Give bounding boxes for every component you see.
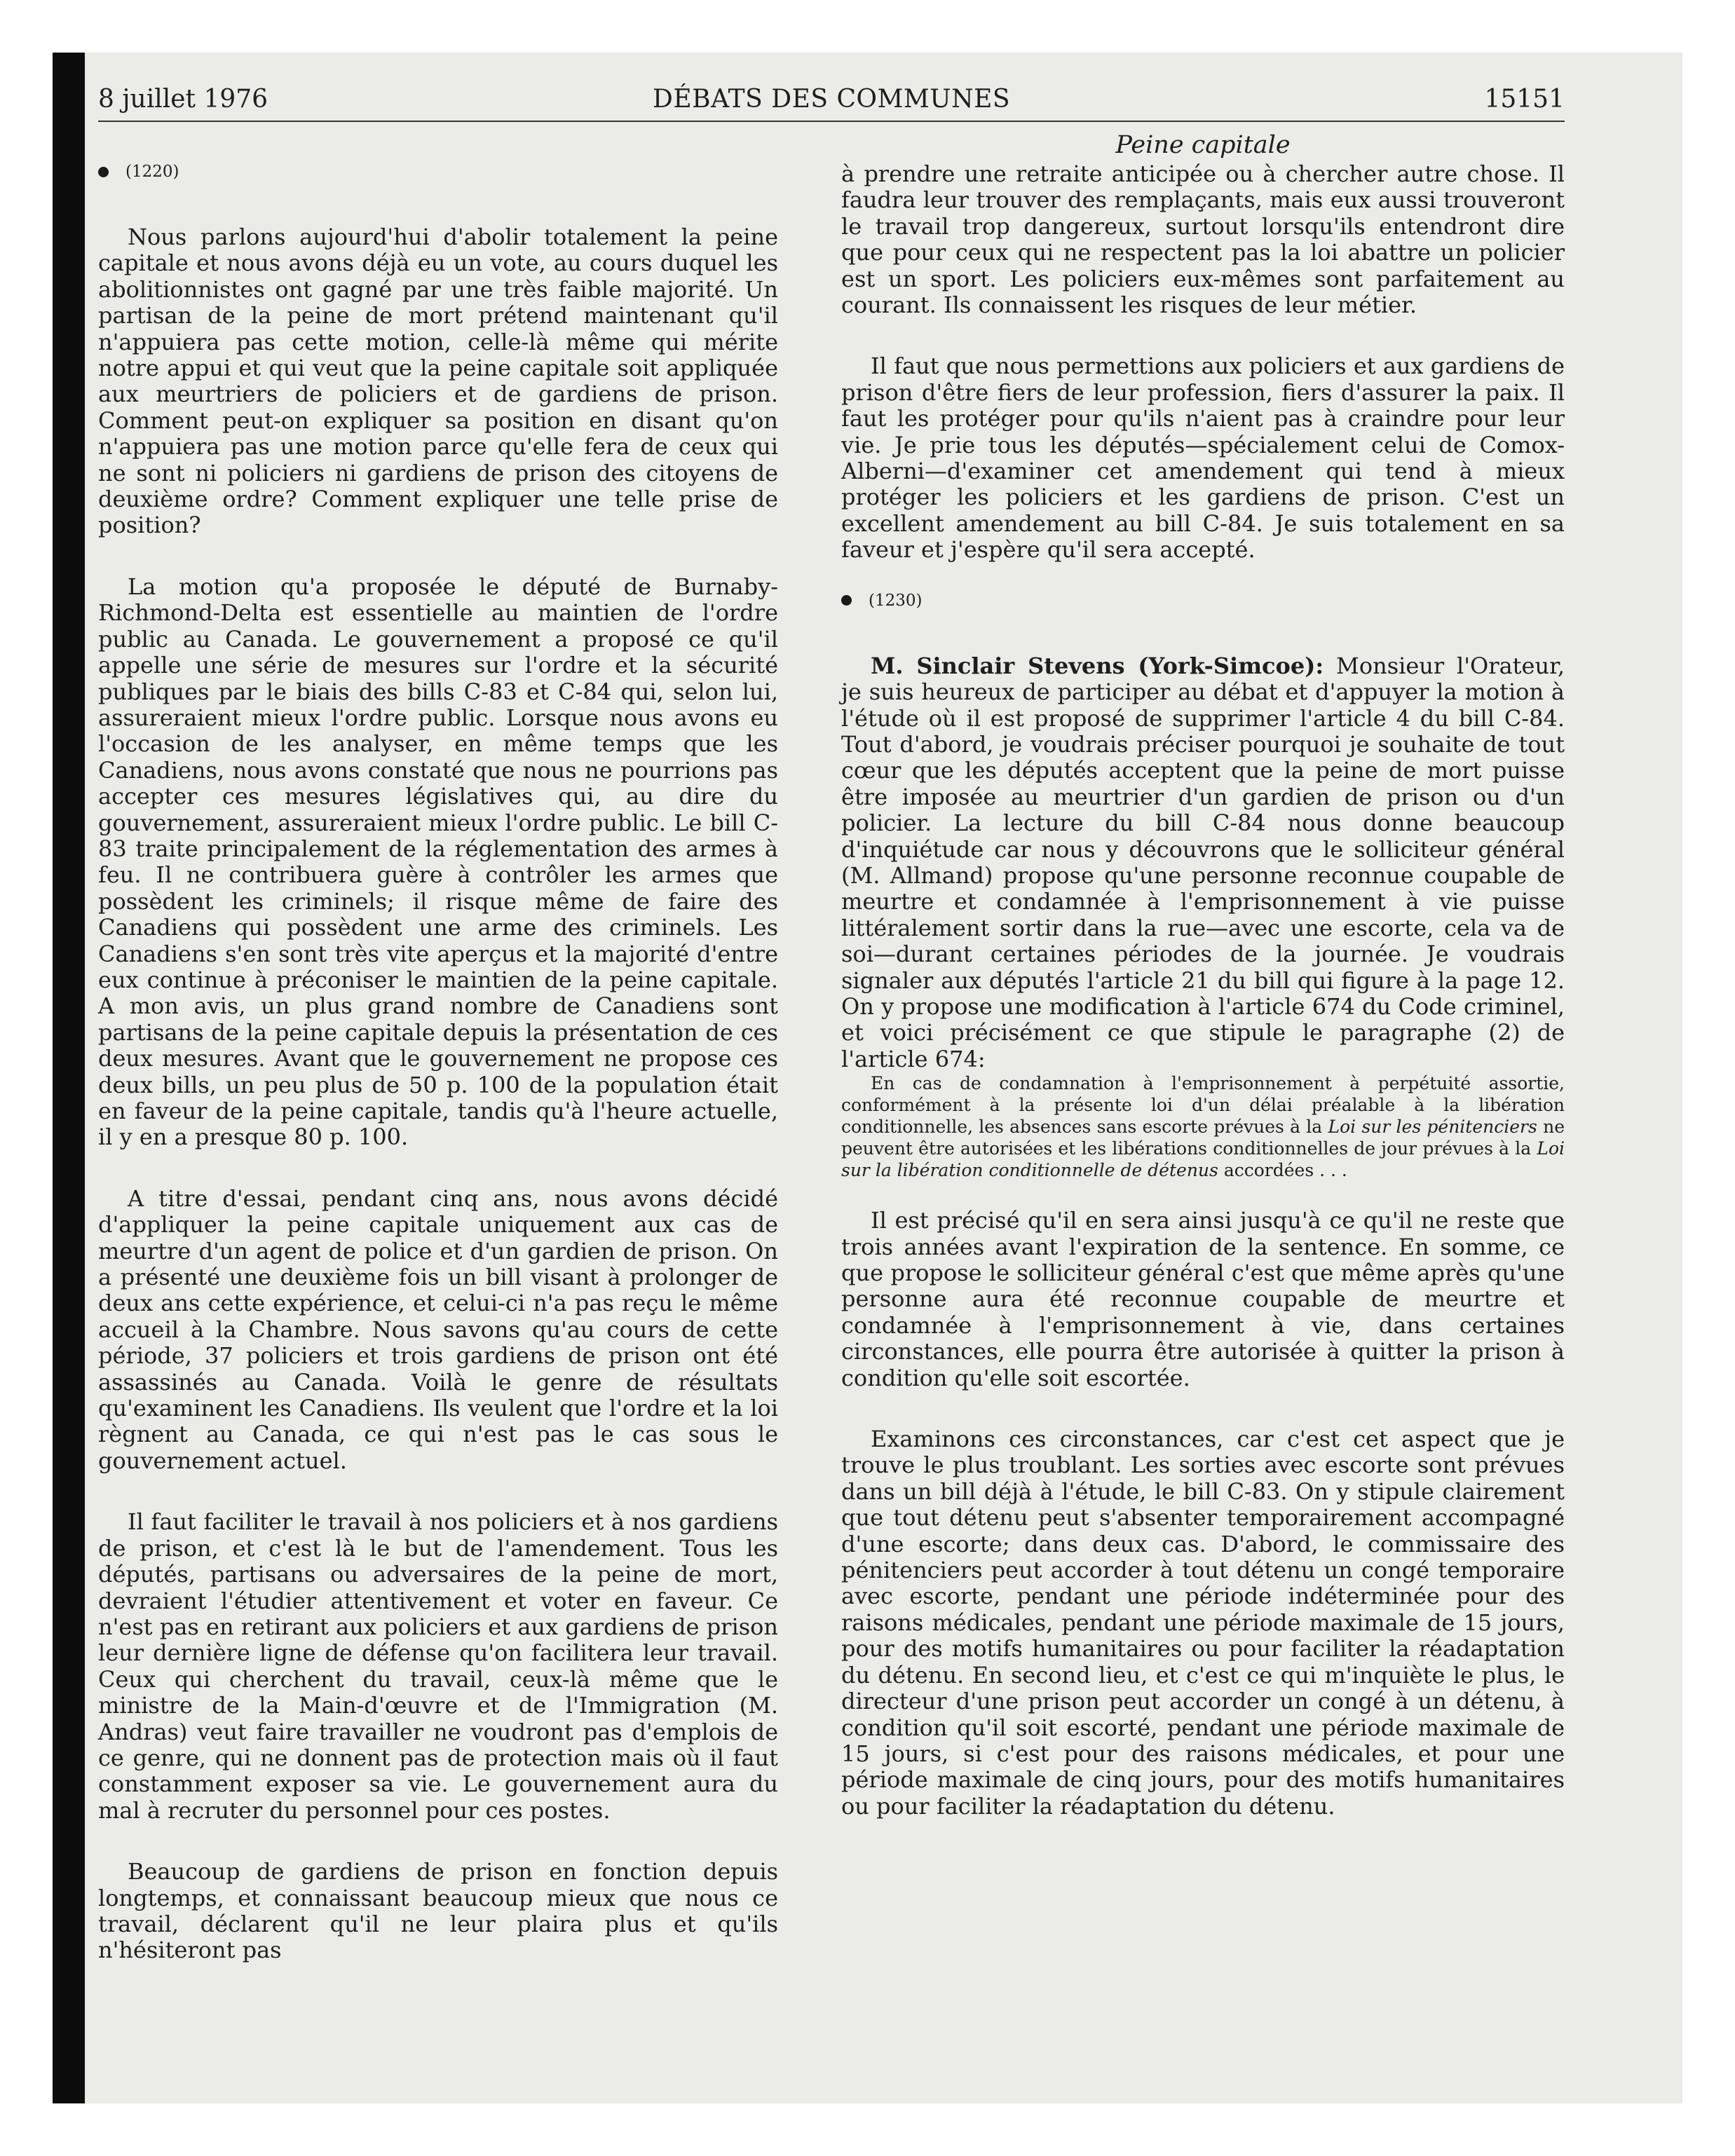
header-page-number: 15151 [1484, 85, 1565, 114]
speaker-name: M. Sinclair Stevens (York-Simcoe): [871, 652, 1324, 679]
right-paragraph-5: Examinons ces circonstances, car c'est cet aspect que je trouve le plus troublant. Les sorties avec escorte sont prévues dans un bill déjà à l'étude, le bill C-83. On y stipule clairement que tout détenu peut s'absenter temporairement accompagné d'une escorte; dans deux cas. D'abord, le commissaire des pénitenciers peut accorder à tout détenu un congé temporaire avec escorte, pendant une période indéterminée pour des raisons médicales, pendant une période maximale de 15 jours, pour des motifs humanitaires ou pour faciliter la réadaptation du détenu. En second lieu, et c'est ce qui m'inquiète le plus, le directeur d'une prison peut accorder un congé à un détenu, à condition qu'il soit escorté, pendant une période maximale de 15 jours, si c'est pour des raisons médicales, et pour une période maximale de cinq jours, pour des motifs humanitaires ou pour faciliter la réadaptation du détenu. [841, 1426, 1565, 1820]
law-quote [841, 1072, 1565, 1181]
quote-law-penitentiaries: Loi sur les pénitenciers [1328, 1117, 1537, 1138]
left-paragraph-1: Nous parlons aujourd'hui d'abolir totalement la peine capitale et nous avons déjà eu un vote, au cours duquel les abolitionnistes ont gagné par une très faible majorité. Un partisan de la peine de mort prétend maintenant qu'il n'appuiera pas cette motion, celle-là même qui mérite notre appui et qui veut que la peine capitale soit appliquée aux meurtriers de policiers et de gardiens de prison. Comment peut-on expliquer sa position en disant qu'on n'appuiera pas une motion parce qu'elle fera de ceux qui ne sont ni policiers ni gardiens de prison des citoyens de deuxième ordre? Comment expliquer une telle prise de position? [98, 224, 778, 539]
header-date: 8 juillet 1976 [98, 85, 268, 114]
right-paragraph-2: Il faut que nous permettions aux policiers et aux gardiens de prison d'être fiers de leur profession, fiers d'assurer la paix. Il faut les protéger pour qu'ils n'aient pas à craindre pour leur vie. Je prie tous les députés—spécialement celui de Comox-Alberni—d'examiner cet amendement qui tend à mieux protéger les policiers et les gardiens de prison. C'est un excellent amendement au bill C-84. Je suis totalement en sa faveur et j'espère qu'il sera accepté. [841, 353, 1565, 564]
left-column [98, 161, 778, 1964]
quote-part-b: ne peuvent être autorisées et les libérations conditionnelles de jour prévues à la [841, 1117, 1565, 1159]
left-paragraph-2: La motion qu'a proposée le député de Burnaby-Richmond-Delta est essentielle au maintien de l'ordre public au Canada. Le gouvernement a proposé ce qu'il appelle une série de mesures sur l'ordre et la sécurité publiques par le biais des bills C-83 et C-84 qui, selon lui, assureraient mieux l'ordre public. Lorsque nous avons eu l'occasion de les analyser, en même temps que les Canadiens, nous avons constaté que nous ne pourrions pas accepter ces mesures législatives qui, au dire du gouvernement, assureraient mieux l'ordre public. Le bill C-83 traite principalement de la réglementation des armes à feu. Il ne contribuera guère à contrôler les armes que possèdent les criminels; il risque même de faire des Canadiens qui possèdent une arme des criminels. Les Canadiens s'en sont très vite aperçus et la majorité d'entre eux continue à préconiser le maintien de la peine capitale. A mon avis, un plus grand nombre de Canadiens sont partisans de la peine capitale depuis la présentation de ces deux mesures. Avant que le gouvernement ne propose ces deux bills, un peu plus de 50 p. 100 de la population était en faveur de la peine capitale, tandis qu'à l'heure actuelle, il y en a presque 80 p. 100. [98, 573, 778, 1151]
right-paragraph-3 [841, 653, 1565, 1073]
quote-part-c: accordées . . . [1223, 1160, 1347, 1181]
right-paragraph-1: à prendre une retraite anticipée ou à chercher autre chose. Il faudra leur trouver des remplaçants, mais eux aussi trouveront le travail trop dangereux, surtout lorsqu'ils entendront dire que pour ceux qui ne respectent pas la loi abattre un policier est un sport. Les policiers eux-mêmes sont parfaitement au courant. Ils connaissent les risques de leur métier. [841, 161, 1565, 319]
speech-text: Monsieur l'Orateur, je suis heureux de participer au débat et d'appuyer la motion à l'étude où il est proposé de supprimer l'article 4 du bill C-84. Tout d'abord, je voudrais préciser pourquoi je souhaite de tout cœur que les députés acceptent que la peine de mort puisse être imposée au meurtrier d'un gardien de prison ou d'un policier. La lecture du bill C-84 nous donne beaucoup d'inquiétude car nous y découvrons que le solliciteur général (M. Allmand) propose qu'une personne reconnue coupable de meurtre et condamnée à l'emprisonnement à vie puisse littéralement sortir dans la rue—avec une escorte, cela va de soi—durant certaines périodes de la journée. Je voudrais signaler aux députés l'article 21 du bill qui figure à la page 12. On y propose une modification à l'article 674 du Code criminel, et voici précisément ce que stipule le paragraphe (2) de l'article 674: [841, 652, 1565, 1072]
page-header [98, 79, 1565, 122]
left-paragraph-5: Beaucoup de gardiens de prison en fonction depuis longtemps, et connaissant beaucoup mieux que nous ce travail, déclarent qu'il ne leur plaira plus et qu'ils n'hésiteront pas [98, 1858, 778, 1964]
time-marker-text: (1230) [869, 591, 923, 610]
section-title: Peine capitale [1115, 131, 1291, 159]
bullet-icon [98, 167, 109, 177]
header-title: DÉBATS DES COMMUNES [652, 85, 1011, 114]
bullet-icon [841, 595, 852, 606]
right-paragraph-4: Il est précisé qu'il en sera ainsi jusqu'à ce qu'il ne reste que trois années avant l'expiration de la sentence. En somme, ce que propose le solliciteur général c'est que même après qu'une personne aura été reconnue coupable de meurtre et condamnée à l'emprisonnement à vie, dans certaines circonstances, elle pourra être autorisée à quitter la prison à condition qu'elle soit escortée. [841, 1207, 1565, 1391]
left-paragraph-4: Il faut faciliter le travail à nos policiers et à nos gardiens de prison, et c'est là le but de l'amendement. Tous les députés, partisans ou adversaires de la peine de mort, devraient l'étudier attentivement et voter en faveur. Ce n'est pas en retirant aux policiers et aux gardiens de prison leur dernière ligne de défense qu'on facilitera leur travail. Ceux qui cherchent du travail, ceux-là même que le ministre de la Main-d'œuvre et de l'Immigration (M. Andras) veut faire travailler ne voudront pas d'emplois de ce genre, qui ne donnent pas de protection mais où il faut constamment exposer sa vie. Le gouvernement aura du mal à recruter du personnel pour ces postes. [98, 1508, 778, 1824]
quote-part-a: En cas de condamnation à l'emprisonnement à perpétuité assortie, conformément à la présente loi d'un délai préalable à la libération conditionnelle, les absences sans escorte prévues à la [841, 1073, 1565, 1138]
right-column [841, 161, 1565, 1820]
quote-law-parole: Loi sur la libération conditionnelle de détenus [841, 1138, 1565, 1181]
time-marker-1230 [841, 590, 1565, 611]
time-marker-text: (1220) [125, 163, 179, 181]
left-paragraph-3: A titre d'essai, pendant cinq ans, nous avons décidé d'appliquer la peine capitale uniquement aux cas de meurtre d'un agent de police et d'un gardien de prison. On a présenté une deuxième fois un bill visant à prolonger de deux ans cette expérience, et celui-ci n'a pas reçu le même accueil à la Chambre. Nous savons qu'au cours de cette période, 37 policiers et trois gardiens de prison ont été assassinés au Canada. Voilà le genre de résultats qu'examinent les Canadiens. Ils veulent que l'ordre et la loi règnent au Canada, ce qui n'est pas le cas sous le gouvernement actuel. [98, 1185, 778, 1474]
time-marker-1220 [98, 161, 778, 182]
